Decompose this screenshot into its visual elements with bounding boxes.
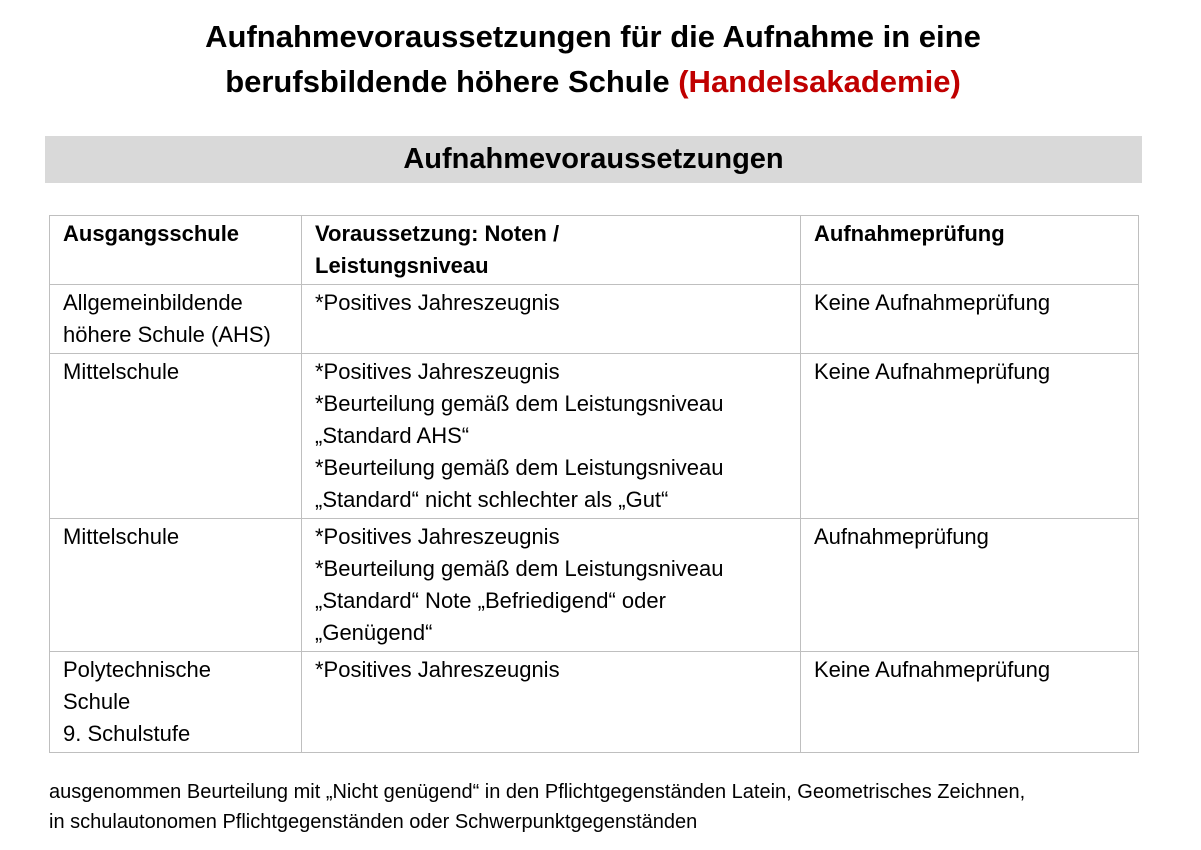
requirement-line: „Standard AHS“ — [315, 423, 470, 448]
requirements-table — [49, 215, 1139, 753]
school-line: Mittelschule — [63, 524, 180, 549]
school-line: 9. Schulstufe — [63, 721, 191, 746]
header-aufnahmepruefung: Aufnahmeprüfung — [801, 216, 1139, 285]
cell-requirements — [302, 652, 801, 753]
cell-exam: Keine Aufnahmeprüfung — [801, 354, 1139, 519]
header-voraussetzung — [302, 216, 801, 285]
title-school-type: berufsbildende höhere Schule — [225, 64, 670, 99]
cell-school — [50, 285, 302, 354]
cell-exam: Keine Aufnahmeprüfung — [801, 285, 1139, 354]
cell-requirements — [302, 354, 801, 519]
title-line-2 — [0, 59, 1186, 104]
school-line: Schule — [63, 689, 131, 714]
footnote — [49, 777, 1179, 837]
cell-requirements — [302, 285, 801, 354]
school-line: Allgemeinbildende — [63, 290, 243, 315]
table-header-row — [50, 216, 1139, 285]
section-heading-band: Aufnahmevoraussetzungen — [45, 136, 1142, 183]
school-line: höhere Schule (AHS) — [63, 322, 271, 347]
footnote-line-1: ausgenommen Beurteilung mit „Nicht genügend“ in den Pflichtgegenständen Latein, Geometrisches Zeichnen, — [49, 781, 1026, 803]
requirement-line: *Beurteilung gemäß dem Leistungsniveau — [315, 455, 724, 480]
requirement-line: „Genügend“ — [315, 620, 433, 645]
requirement-line: *Positives Jahreszeugnis — [315, 657, 560, 682]
school-line: Polytechnische — [63, 657, 211, 682]
school-line: Mittelschule — [63, 359, 180, 384]
cell-exam: Aufnahmeprüfung — [801, 519, 1139, 652]
requirement-line: „Standard“ nicht schlechter als „Gut“ — [315, 487, 669, 512]
requirement-line: *Positives Jahreszeugnis — [315, 359, 560, 384]
title-accent-handelsakademie: (Handelsakademie) — [678, 64, 961, 99]
page-title — [0, 14, 1186, 104]
requirement-line: „Standard“ Note „Befriedigend“ oder — [315, 588, 666, 613]
requirement-line: *Positives Jahreszeugnis — [315, 290, 560, 315]
requirement-line: *Beurteilung gemäß dem Leistungsniveau — [315, 391, 724, 416]
header-ausgangsschule: Ausgangsschule — [50, 216, 302, 285]
title-line-1: Aufnahmevoraussetzungen für die Aufnahme in eine — [205, 19, 981, 54]
cell-school — [50, 354, 302, 519]
table-row — [50, 519, 1139, 652]
header-voraussetzung-line-2: Leistungsniveau — [315, 253, 489, 278]
cell-requirements — [302, 519, 801, 652]
requirement-line: *Positives Jahreszeugnis — [315, 524, 560, 549]
table-row — [50, 354, 1139, 519]
requirement-line: *Beurteilung gemäß dem Leistungsniveau — [315, 556, 724, 581]
footnote-line-2: in schulautonomen Pflichtgegenständen oder Schwerpunktgegenständen — [49, 811, 698, 833]
cell-school — [50, 519, 302, 652]
cell-school — [50, 652, 302, 753]
table-row — [50, 285, 1139, 354]
table-row — [50, 652, 1139, 753]
cell-exam: Keine Aufnahmeprüfung — [801, 652, 1139, 753]
header-voraussetzung-line-1: Voraussetzung: Noten / — [315, 221, 560, 246]
